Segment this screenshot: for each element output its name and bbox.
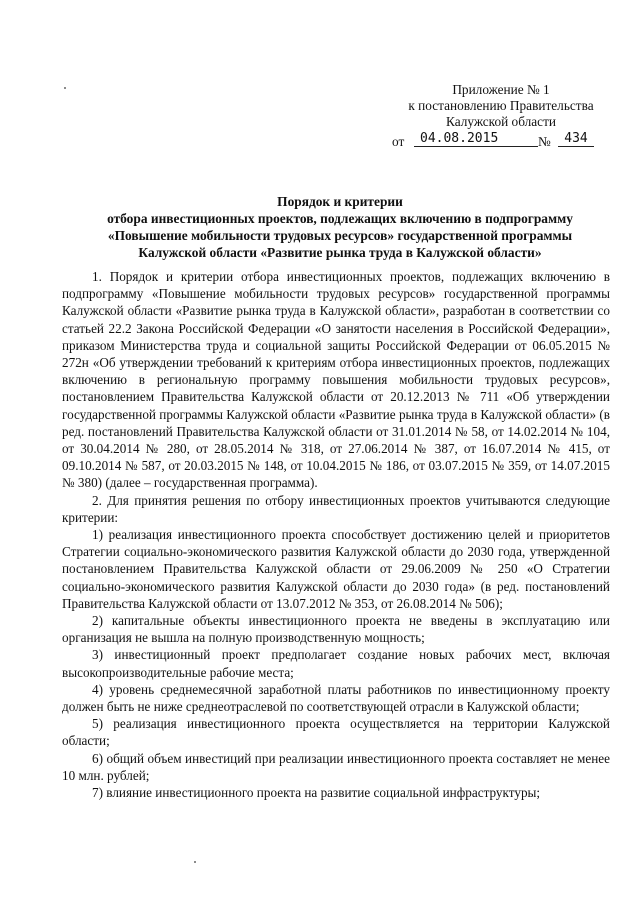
- title-line: Калужской области «Развитие рынка труда в Калужской области»: [138, 245, 542, 260]
- resolution-number: 434: [558, 131, 594, 147]
- appendix-line: Приложение № 1: [452, 82, 550, 97]
- paragraph: 2. Для принятия решения по отбору инвестиционных проектов учитываются следующие критерии:: [62, 492, 610, 525]
- date-prefix: от: [392, 134, 405, 149]
- appendix-line: Калужской области: [446, 114, 556, 129]
- resolution-date-row: [392, 131, 604, 149]
- paragraph: 7) влияние инвестиционного проекта на развитие социальной инфраструктуры;: [92, 785, 541, 801]
- title-line: «Повышение мобильности трудовых ресурсов» государственной программы: [107, 228, 573, 243]
- appendix-header: [392, 82, 604, 149]
- title-line: Порядок и критерии: [277, 194, 403, 209]
- paragraph: 1. Порядок и критерии отбора инвестиционных проектов, подлежащих включению в подпрограмму «Повышение мобильности трудовых ресурсов» государственной программы Калужской области «Развитие рынка труда в Калужской области», разработан в соответствии со статьей 22.2 Закона Российской Федерации «О занятости населения в Российской Федерации», приказом Министерства труда и социальной защиты Российской Федерации от 06.05.2015 № 272н «Об утверждении требований к критериям отбора инвестиционных проектов, подлежащих включению в региональную программу повышения мобильности трудовых ресурсов», постановлением Правительства Калужской области от 20.12.2013 № 711 «Об утверждении государственной программы Калужской области «Развитие рынка труда в Калужской области» (в ред. постановлений Правительства Калужской области от 31.01.2014 № 58, от 14.02.2014 № 104, от 30.04.2014 № 280, от 28.05.2014 № 318, от 27.06.2014 № 387, от 16.07.2014 № 415, от 09.10.2014 № 587, от 20.03.2015 № 148, от 10.04.2015 № 186, от 03.07.2015 № 359, от 14.07.2015 № 380) (далее – государственная программа).: [62, 269, 610, 491]
- document-body: [62, 268, 610, 801]
- paragraph: 6) общий объем инвестиций при реализации инвестиционного проекта составляет не менее 10 млн. рублей;: [62, 750, 610, 783]
- resolution-date: 04.08.2015: [414, 131, 538, 147]
- appendix-line: к постановлению Правительства: [408, 98, 594, 113]
- paragraph: 2) капитальные объекты инвестиционного проекта не введены в эксплуатацию или организация не вышла на полную производственную мощность;: [62, 613, 610, 646]
- paragraph: 1) реализация инвестиционного проекта способствует достижению целей и приоритетов Стратегии социально-экономического развития Калужской области до 2030 года, утвержденной постановлением Правительства Калужской области от 29.06.2009 № 250 «О Стратегии социально-экономического развития Калужской области до 2030 года» (в ред. постановлений Правительства Калужской области от 13.07.2012 № 353, от 26.08.2014 № 506);: [62, 527, 610, 611]
- paragraph: 5) реализация инвестиционного проекта осуществляется на территории Калужской области;: [62, 716, 610, 749]
- document-title: [60, 193, 620, 261]
- number-prefix: №: [538, 134, 551, 149]
- paragraph: 3) инвестиционный проект предполагает создание новых рабочих мест, включая высокопроизводительные рабочие места;: [62, 647, 610, 680]
- paragraph: 4) уровень среднемесячной заработной платы работников по инвестиционному проекту должен быть не ниже среднеотраслевой по соответствующей отрасли в Калужской области;: [62, 681, 610, 715]
- scan-speck: [194, 861, 196, 863]
- scan-speck: [64, 87, 66, 89]
- title-line: отбора инвестиционных проектов, подлежащих включению в подпрограмму: [107, 211, 573, 226]
